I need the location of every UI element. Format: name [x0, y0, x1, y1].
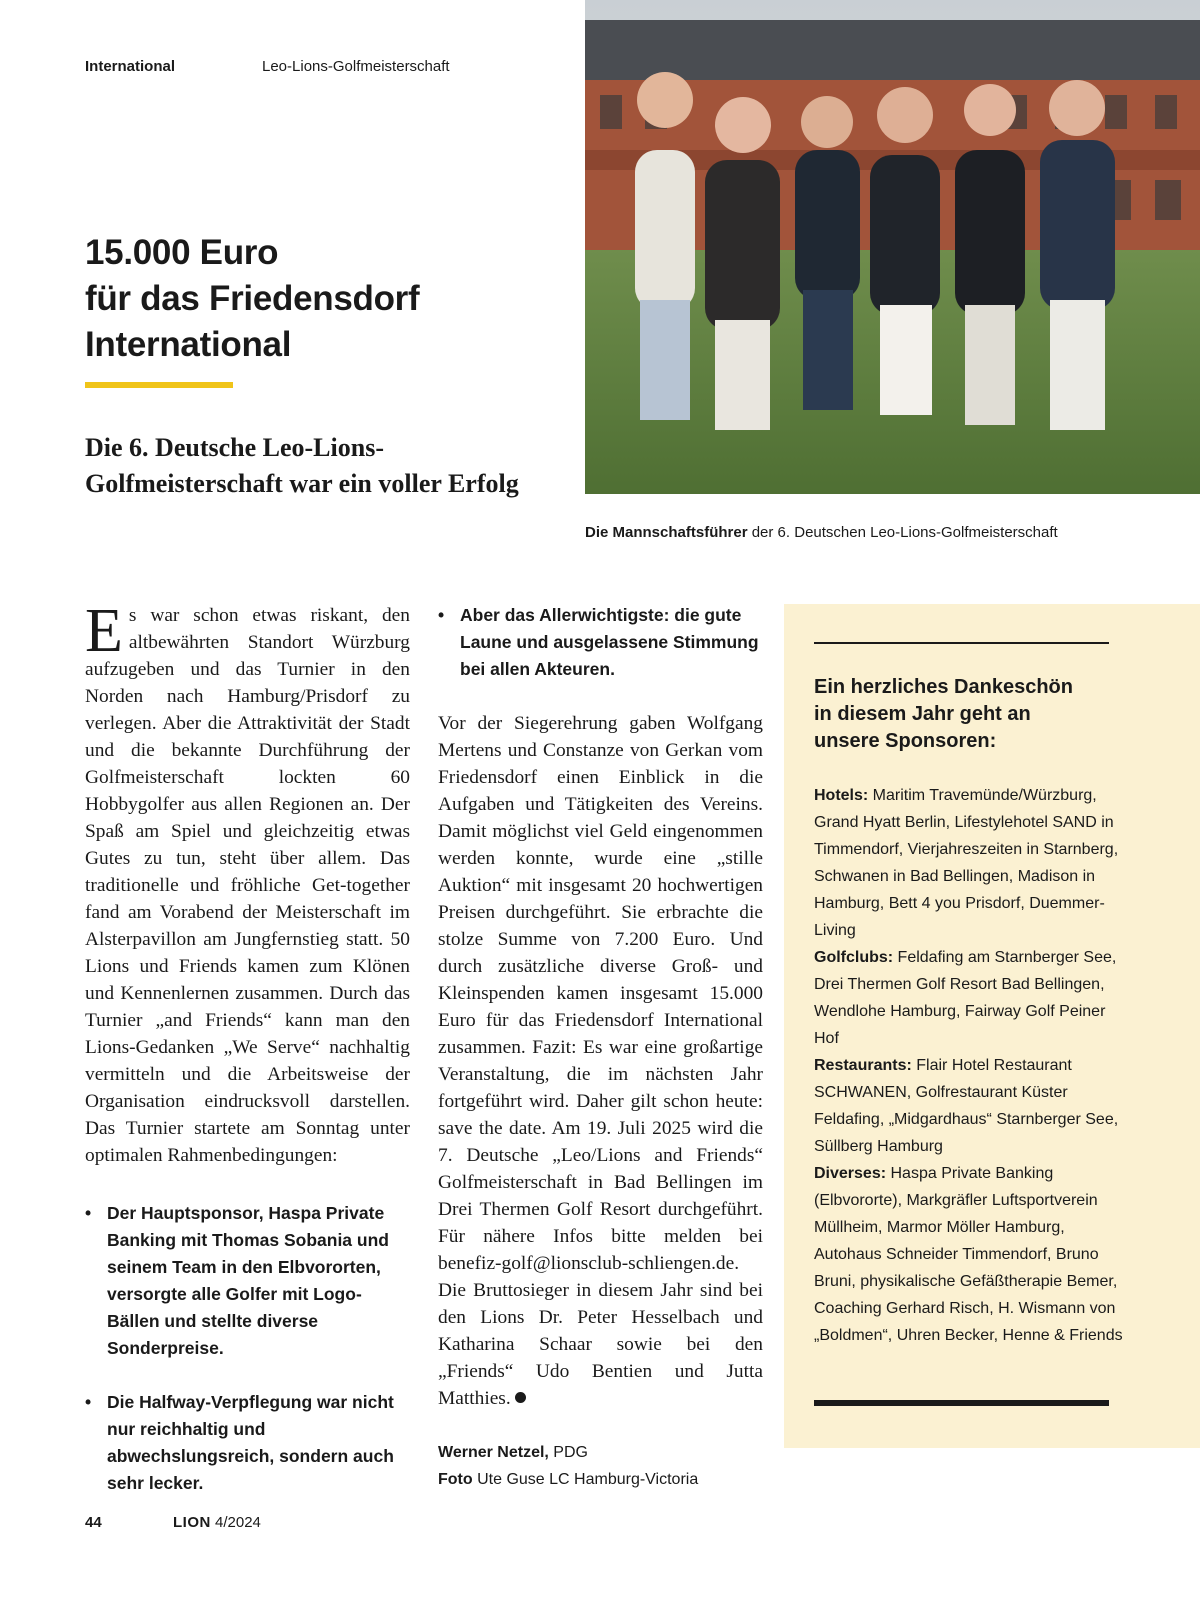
- article-column-2: [438, 602, 763, 1493]
- page-footer: [85, 1514, 261, 1531]
- sponsor-group: [814, 782, 1124, 944]
- paragraph-text: s war schon etwas riskant, den altbewährten Standort Würzburg aufzugeben und das Turnier in den Norden nach Hamburg/Prisdorf zu verlegen. Aber die Attraktivität der Stadt und die bekannte Durchführung der Golfmeisterschaft lockten 60 Hobbygolfer aus allen Regionen an. Der Spaß am Spiel und gleichzeitig etwas Gutes zu tun, steht über allem. Das traditionelle und fröhliche Get-together fand am Vorabend der Meisterschaft im Alsterpavillon am Jungfernstieg statt. 50 Lions und Friends kamen zum Klönen und Kennenlernen zusammen. Durch das Turnier „and Friends“ kann man den Lions-Gedanken „We Serve“ nachhaltig vermitteln und die Arbeitsweise der Organisation eindrucksvoll darstellen. Das Turnier startete am Sonntag unter optimalen Rahmenbedingungen:: [85, 605, 410, 1166]
- end-mark-icon: [515, 1392, 526, 1403]
- article-paragraph: [438, 710, 763, 1412]
- photo-credit: Ute Guse LC Hamburg-Victoria: [472, 1471, 699, 1488]
- headline-line: für das Friedensdorf: [85, 279, 420, 318]
- sponsor-title-line: Ein herzliches Dankeschön: [814, 676, 1073, 698]
- author-role: PDG: [548, 1444, 588, 1461]
- header-section: International: [85, 58, 176, 75]
- subheadline-line: Golfmeisterschaft war ein voller Erfolg: [85, 469, 519, 498]
- subheadline-line: Die 6. Deutsche Leo-Lions-: [85, 433, 384, 462]
- sponsor-group-label: Diverses:: [814, 1165, 887, 1182]
- sponsor-title-line: in diesem Jahr geht an: [814, 703, 1031, 725]
- group-photo: [585, 0, 1200, 494]
- paragraph-text: Vor der Siegerehrung gaben Wolfgang Mertens und Constanze von Gerkan vom Friedensdorf einen Einblick in die Aufgaben und Tätigkeiten des Vereins. Damit möglichst viel Geld eingenommen werden konnte, wurde eine „stille Auktion“ mit insgesamt 20 hochwertigen Preisen durchgeführt. Sie erbrachte die stolze Summe von 7.200 Euro. Und durch zusätzliche diverse Groß- und Kleinspenden kamen insgesamt 15.000 Euro für das Friedensdorf International zusammen. Fazit: Es war eine großartige Veranstaltung, die im nächsten Jahr fortgeführt wird. Daher gilt schon heute: save the date. Am 19. Juli 2025 wird die 7. Deutsche „Leo/Lions and Friends“ Golfmeisterschaft in Bad Bellingen im Drei Thermen Golf Resort durchgeführt. Für nähere Infos bitte melden bei benefiz-golf@lionsclub-schliengen.de. Die Bruttosieger in diesem Jahr sind bei den Lions Dr. Peter Hesselbach und Katharina Schaar sowie bei den „Friends“ Udo Bentien und Jutta Matthies.: [438, 713, 763, 1409]
- headline: [85, 230, 565, 368]
- photo-label: Foto: [438, 1471, 473, 1488]
- caption-bold: Die Mannschaftsführer: [585, 524, 748, 541]
- sponsor-title: [814, 674, 1114, 755]
- header-topic: Leo-Lions-Golfmeisterschaft: [262, 58, 450, 75]
- drop-cap: E: [85, 597, 123, 665]
- bullet-item: • Aber das Allerwichtigste: die gute Laune und ausgelassene Stimmung bei allen Akteuren.: [438, 602, 763, 683]
- caption-text: der 6. Deutschen Leo-Lions-Golfmeisterschaft: [747, 524, 1058, 541]
- sponsor-list: [814, 782, 1124, 1349]
- sponsor-group: [814, 1160, 1124, 1349]
- author-line: [438, 1439, 763, 1466]
- sponsor-group-label: Hotels:: [814, 787, 869, 804]
- bullet-item: • Der Hauptsponsor, Haspa Private Banking mit Thomas Sobania und seinem Team in den Elbvororten, versorgte alle Golfer mit Logo-Bällen und stellte diverse Sonderpreise.: [85, 1200, 410, 1362]
- author-name: Werner Netzel,: [438, 1444, 549, 1461]
- sponsor-title-line: unsere Sponsoren:: [814, 730, 997, 752]
- sponsor-rule-bottom: [814, 1400, 1109, 1406]
- subheadline: [85, 430, 565, 502]
- headline-line: 15.000 Euro: [85, 233, 279, 272]
- article-credits: [438, 1439, 763, 1493]
- article-column-1: [85, 597, 410, 1497]
- sponsor-group-text: Feldafing am Starnberger See, Drei Thermen Golf Resort Bad Bellingen, Wendlohe Hamburg, Fairway Golf Peiner Hof: [814, 949, 1117, 1047]
- bullet-item: • Die Halfway-Verpflegung war nicht nur reichhaltig und abwechslungsreich, sondern auch sehr lecker.: [85, 1389, 410, 1497]
- bullet-list: [85, 1200, 410, 1497]
- sponsor-box: [784, 604, 1200, 1448]
- sponsor-group: [814, 1052, 1124, 1160]
- magazine-name: LION: [173, 1514, 211, 1531]
- photo-caption: [585, 524, 1145, 541]
- issue-number: 4/2024: [215, 1514, 261, 1531]
- headline-line: International: [85, 325, 292, 364]
- group-photo-illustration: [585, 0, 1200, 494]
- sponsor-group-text: Haspa Private Banking (Elbvororte), Markgräfler Luftsportverein Müllheim, Marmor Möller Hamburg, Autohaus Schneider Timmendorf, Bruno Bruni, physikalische Gefäßtherapie Bemer, Coaching Gerhard Risch, H. Wismann von „Boldmen“, Uhren Becker, Henne & Friends: [814, 1165, 1123, 1344]
- page-number: 44: [85, 1514, 102, 1531]
- sponsor-group-label: Restaurants:: [814, 1057, 912, 1074]
- photo-credit-line: [438, 1466, 763, 1493]
- accent-bar: [85, 382, 233, 388]
- bullet-list: [438, 602, 763, 683]
- sponsor-group: [814, 944, 1124, 1052]
- magazine-issue: [173, 1514, 261, 1531]
- sponsor-group-text: Maritim Travemünde/Würzburg, Grand Hyatt Berlin, Lifestylehotel SAND in Timmendorf, Vierjahreszeiten in Starnberg, Schwanen in Bad Bellingen, Madison in Hamburg, Bett 4 you Prisdorf, Duemmer-Living: [814, 787, 1119, 939]
- article-paragraph: [85, 597, 410, 1169]
- sponsor-rule-top: [814, 642, 1109, 644]
- sponsor-group-label: Golfclubs:: [814, 949, 894, 966]
- sponsor-group-text: Flair Hotel Restaurant SCHWANEN, Golfrestaurant Küster Feldafing, „Midgardhaus“ Starnberger See, Süllberg Hamburg: [814, 1057, 1119, 1155]
